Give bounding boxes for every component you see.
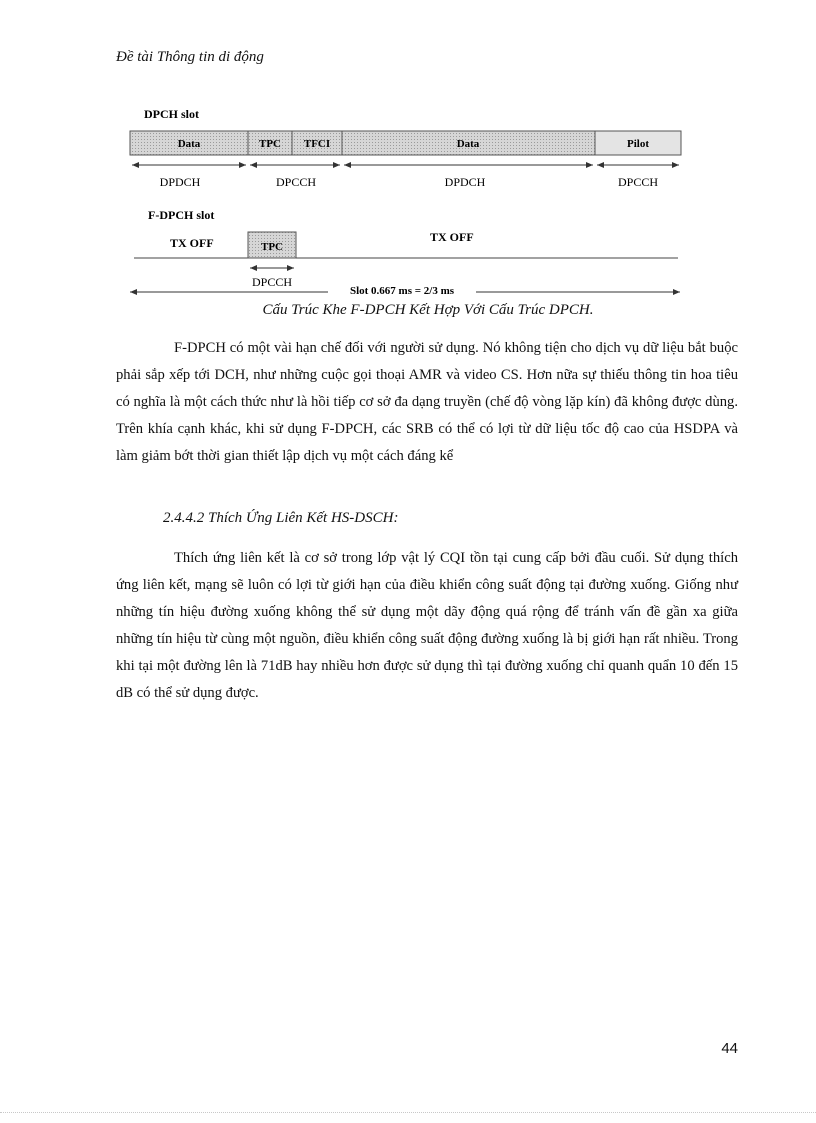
fdpch-slot-title: F-DPCH slot [148,208,215,222]
section-heading: 2.4.4.2 Thích Ứng Liên Kết HS-DSCH: [163,510,399,526]
dpch-segment-tpc: TPC [259,138,281,150]
dpch-slot-title: DPCH slot [144,107,199,121]
dpch-segment-tfci: TFCI [303,138,331,150]
dpch-segment-pilot: Pilot [627,138,649,150]
page-number: 44 [721,1040,738,1057]
slot-structure-diagram [120,100,700,305]
dpch-channel-dpdch-1: DPDCH [159,175,201,189]
page-header: Đề tài Thông tin di động [116,49,264,65]
paragraph-fdpch-limitations: F-DPCH có một vài hạn chế đối với người sử dụng. Nó không tiện cho dịch vụ dữ liệu bắt buộc phải sắp xếp tới DCH, như những cuộc gọi thoại AMR và video CS. Hơn nữa sự thiếu thông tin hoa tiêu có nghĩa là một cách thức như là hồi tiếp cơ sở đa dạng truyền (chế độ vòng lặp kín) đã không được dùng. Trên khía cạnh khác, khi sử dụng F-DPCH, các SRB có thể có lợi từ dữ liệu tốc độ cao của HSDPA và làm giảm bớt thời gian thiết lập dịch vụ một cách đáng kể [116,340,738,464]
fdpch-channel-dpcch: DPCCH [251,275,293,289]
fdpch-tx-off-left: TX OFF [170,236,214,250]
dpch-channel-dpcch-1: DPCCH [275,175,317,189]
dpch-channel-dpdch-2: DPDCH [444,175,486,189]
figure-caption: Cấu Trúc Khe F-DPCH Kết Hợp Với Cấu Trúc DPCH. [262,302,594,318]
slot-duration-label: Slot 0.667 ms = 2/3 ms [349,285,455,297]
dpch-segment-data-2: Data [456,138,480,150]
dpch-channel-dpcch-2: DPCCH [617,175,659,189]
page-bottom-divider [0,1112,816,1113]
slot-structure-figure [120,100,700,305]
paragraph-link-adaptation: Thích ứng liên kết là cơ sở trong lớp vật lý CQI tồn tại cung cấp bởi đầu cuối. Sử dụng thích ứng liên kết, mạng sẽ luôn có lợi từ giới hạn của điều khiển công suất động tại đường xuống. Giống như những tín hiệu đường xuống không thể sử dụng một dãy động quá rộng để tránh vấn đề gần xa giữa những tín hiệu từ cùng một nguồn, điều khiển công suất động đường xuống là bị giới hạn rất nhiều. Trong khi tại một đường lên là 71dB hay nhiều hơn được sử dụng thì tại đường xuống chỉ quanh quẩn 10 đến 15 dB có thể sử dụng được. [116,550,738,701]
fdpch-tpc-label: TPC [261,241,283,253]
fdpch-tx-off-right: TX OFF [430,230,474,244]
dpch-segment-data-1: Data [177,138,201,150]
